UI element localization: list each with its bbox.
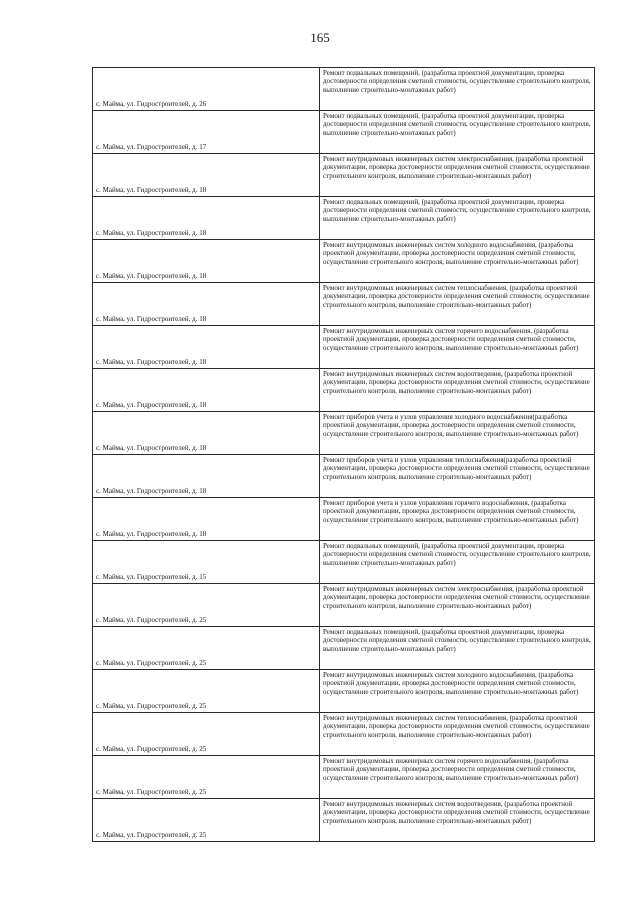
- table-row: [93, 369, 595, 412]
- table-row: [93, 541, 595, 584]
- address-cell: с. Майма, ул. Гидростроителей, д. 25: [93, 627, 320, 670]
- table-row: [93, 756, 595, 799]
- table-row: [93, 498, 595, 541]
- works-table-body: [93, 68, 595, 842]
- table-row: [93, 68, 595, 111]
- address-cell: с. Майма, ул. Гидростроителей, д. 15: [93, 541, 320, 584]
- address-cell: с. Майма, ул. Гидростроителей, д. 25: [93, 670, 320, 713]
- table-row: [93, 283, 595, 326]
- table-row: [93, 627, 595, 670]
- address-cell: с. Майма, ул. Гидростроителей, д. 18: [93, 154, 320, 197]
- table-row: [93, 670, 595, 713]
- work-description-cell: Ремонт внутридомовых инженерных систем холодного водоснабжения, (разработка проектной документации, проверка достоверности определения сметной стоимости, осуществление строительного контроля, выполнение строительно-монтажных работ): [320, 670, 595, 713]
- work-description-cell: Ремонт приборов учета и узлов управления холодного водоснабжения(разработка проектной документации, проверка достоверности определения сметной стоимости, осуществление строительного контроля, выполнение строительно-монтажных работ): [320, 412, 595, 455]
- table-row: [93, 713, 595, 756]
- work-description-cell: Ремонт приборов учета и узлов управления горячего водоснабжения, (разработка проектной документации, проверка достоверности определения сметной стоимости, осуществление строительного контроля, выполнение строительно-монтажных работ): [320, 498, 595, 541]
- table-row: [93, 412, 595, 455]
- address-cell: с. Майма, ул. Гидростроителей, д. 18: [93, 326, 320, 369]
- work-description-cell: Ремонт подвальных помещений, (разработка проектной документации, проверка достоверности определения сметной стоимости, осуществление строительного контроля, выполнение строительно-монтажных работ): [320, 627, 595, 670]
- address-cell: с. Майма, ул. Гидростроителей, д. 18: [93, 369, 320, 412]
- address-cell: с. Майма, ул. Гидростроителей, д. 18: [93, 455, 320, 498]
- address-cell: с. Майма, ул. Гидростроителей, д. 18: [93, 498, 320, 541]
- address-cell: с. Майма, ул. Гидростроителей, д. 18: [93, 197, 320, 240]
- address-cell: с. Майма, ул. Гидростроителей, д. 18: [93, 283, 320, 326]
- work-description-cell: Ремонт внутридомовых инженерных систем электроснабжения, (разработка проектной документации, проверка достоверности определения сметной стоимости, осуществление строительного контроля, выполнение строительно-монтажных работ): [320, 154, 595, 197]
- table-row: [93, 197, 595, 240]
- work-description-cell: Ремонт подвальных помещений, (разработка проектной документации, проверка достоверности определения сметной стоимости, осуществление строительного контроля, выполнение строительно-монтажных работ): [320, 68, 595, 111]
- table-row: [93, 584, 595, 627]
- work-description-cell: Ремонт подвальных помещений, (разработка проектной документации, проверка достоверности определения сметной стоимости, осуществление строительного контроля, выполнение строительно-монтажных работ): [320, 541, 595, 584]
- work-description-cell: Ремонт внутридомовых инженерных систем водоотведения, (разработка проектной документации, проверка достоверности определения сметной стоимости, осуществление строительного контроля, выполнение строительно-монтажных работ): [320, 369, 595, 412]
- work-description-cell: Ремонт внутридомовых инженерных систем водоотведения, (разработка проектной документации, проверка достоверности определения сметной стоимости, осуществление строительного контроля, выполнение строительно-монтажных работ): [320, 799, 595, 842]
- address-cell: с. Майма, ул. Гидростроителей, д. 25: [93, 799, 320, 842]
- address-cell: с. Майма, ул. Гидростроителей, д. 18: [93, 240, 320, 283]
- works-table: [92, 67, 595, 842]
- table-row: [93, 455, 595, 498]
- table-row: [93, 154, 595, 197]
- address-cell: с. Майма, ул. Гидростроителей, д. 25: [93, 756, 320, 799]
- page-number: 165: [310, 30, 330, 45]
- work-description-cell: Ремонт внутридомовых инженерных систем теплоснабжения, (разработка проектной документации, проверка достоверности определения сметной стоимости, осуществление строительного контроля, выполнение строительно-монтажных работ): [320, 713, 595, 756]
- address-cell: с. Майма, ул. Гидростроителей, д. 26: [93, 68, 320, 111]
- work-description-cell: Ремонт внутридомовых инженерных систем холодного водоснабжения, (разработка проектной документации, проверка достоверности определения сметной стоимости, осуществление строительного контроля, выполнение строительно-монтажных работ): [320, 240, 595, 283]
- work-description-cell: Ремонт внутридомовых инженерных систем электроснабжения, (разработка проектной документации, проверка достоверности определения сметной стоимости, осуществление строительного контроля, выполнение строительно-монтажных работ): [320, 584, 595, 627]
- table-row: [93, 799, 595, 842]
- address-cell: с. Майма, ул. Гидростроителей, д. 18: [93, 412, 320, 455]
- address-cell: с. Майма, ул. Гидростроителей, д. 25: [93, 713, 320, 756]
- table-row: [93, 326, 595, 369]
- address-cell: с. Майма, ул. Гидростроителей, д. 25: [93, 584, 320, 627]
- work-description-cell: Ремонт внутридомовых инженерных систем горячего водоснабжения, (разработка проектной документации, проверка достоверности определения сметной стоимости, осуществление строительного контроля, выполнение строительно-монтажных работ): [320, 326, 595, 369]
- table-row: [93, 111, 595, 154]
- work-description-cell: Ремонт внутридомовых инженерных систем горячего водоснабжения, (разработка проектной документации, проверка достоверности определения сметной стоимости, осуществление строительного контроля, выполнение строительно-монтажных работ): [320, 756, 595, 799]
- work-description-cell: Ремонт подвальных помещений, (разработка проектной документации, проверка достоверности определения сметной стоимости, осуществление строительного контроля, выполнение строительно-монтажных работ): [320, 111, 595, 154]
- work-description-cell: Ремонт подвальных помещений, (разработка проектной документации, проверка достоверности определения сметной стоимости, осуществление строительного контроля, выполнение строительно-монтажных работ): [320, 197, 595, 240]
- table-row: [93, 240, 595, 283]
- work-description-cell: Ремонт внутридомовых инженерных систем теплоснабжения, (разработка проектной документации, проверка достоверности определения сметной стоимости, осуществление строительного контроля, выполнение строительно-монтажных работ): [320, 283, 595, 326]
- address-cell: с. Майма, ул. Гидростроителей, д. 17: [93, 111, 320, 154]
- work-description-cell: Ремонт приборов учета и узлов управления теплоснабжения(разработка проектной документации, проверка достоверности определения сметной стоимости, осуществление строительного контроля, выполнение строительно-монтажных работ): [320, 455, 595, 498]
